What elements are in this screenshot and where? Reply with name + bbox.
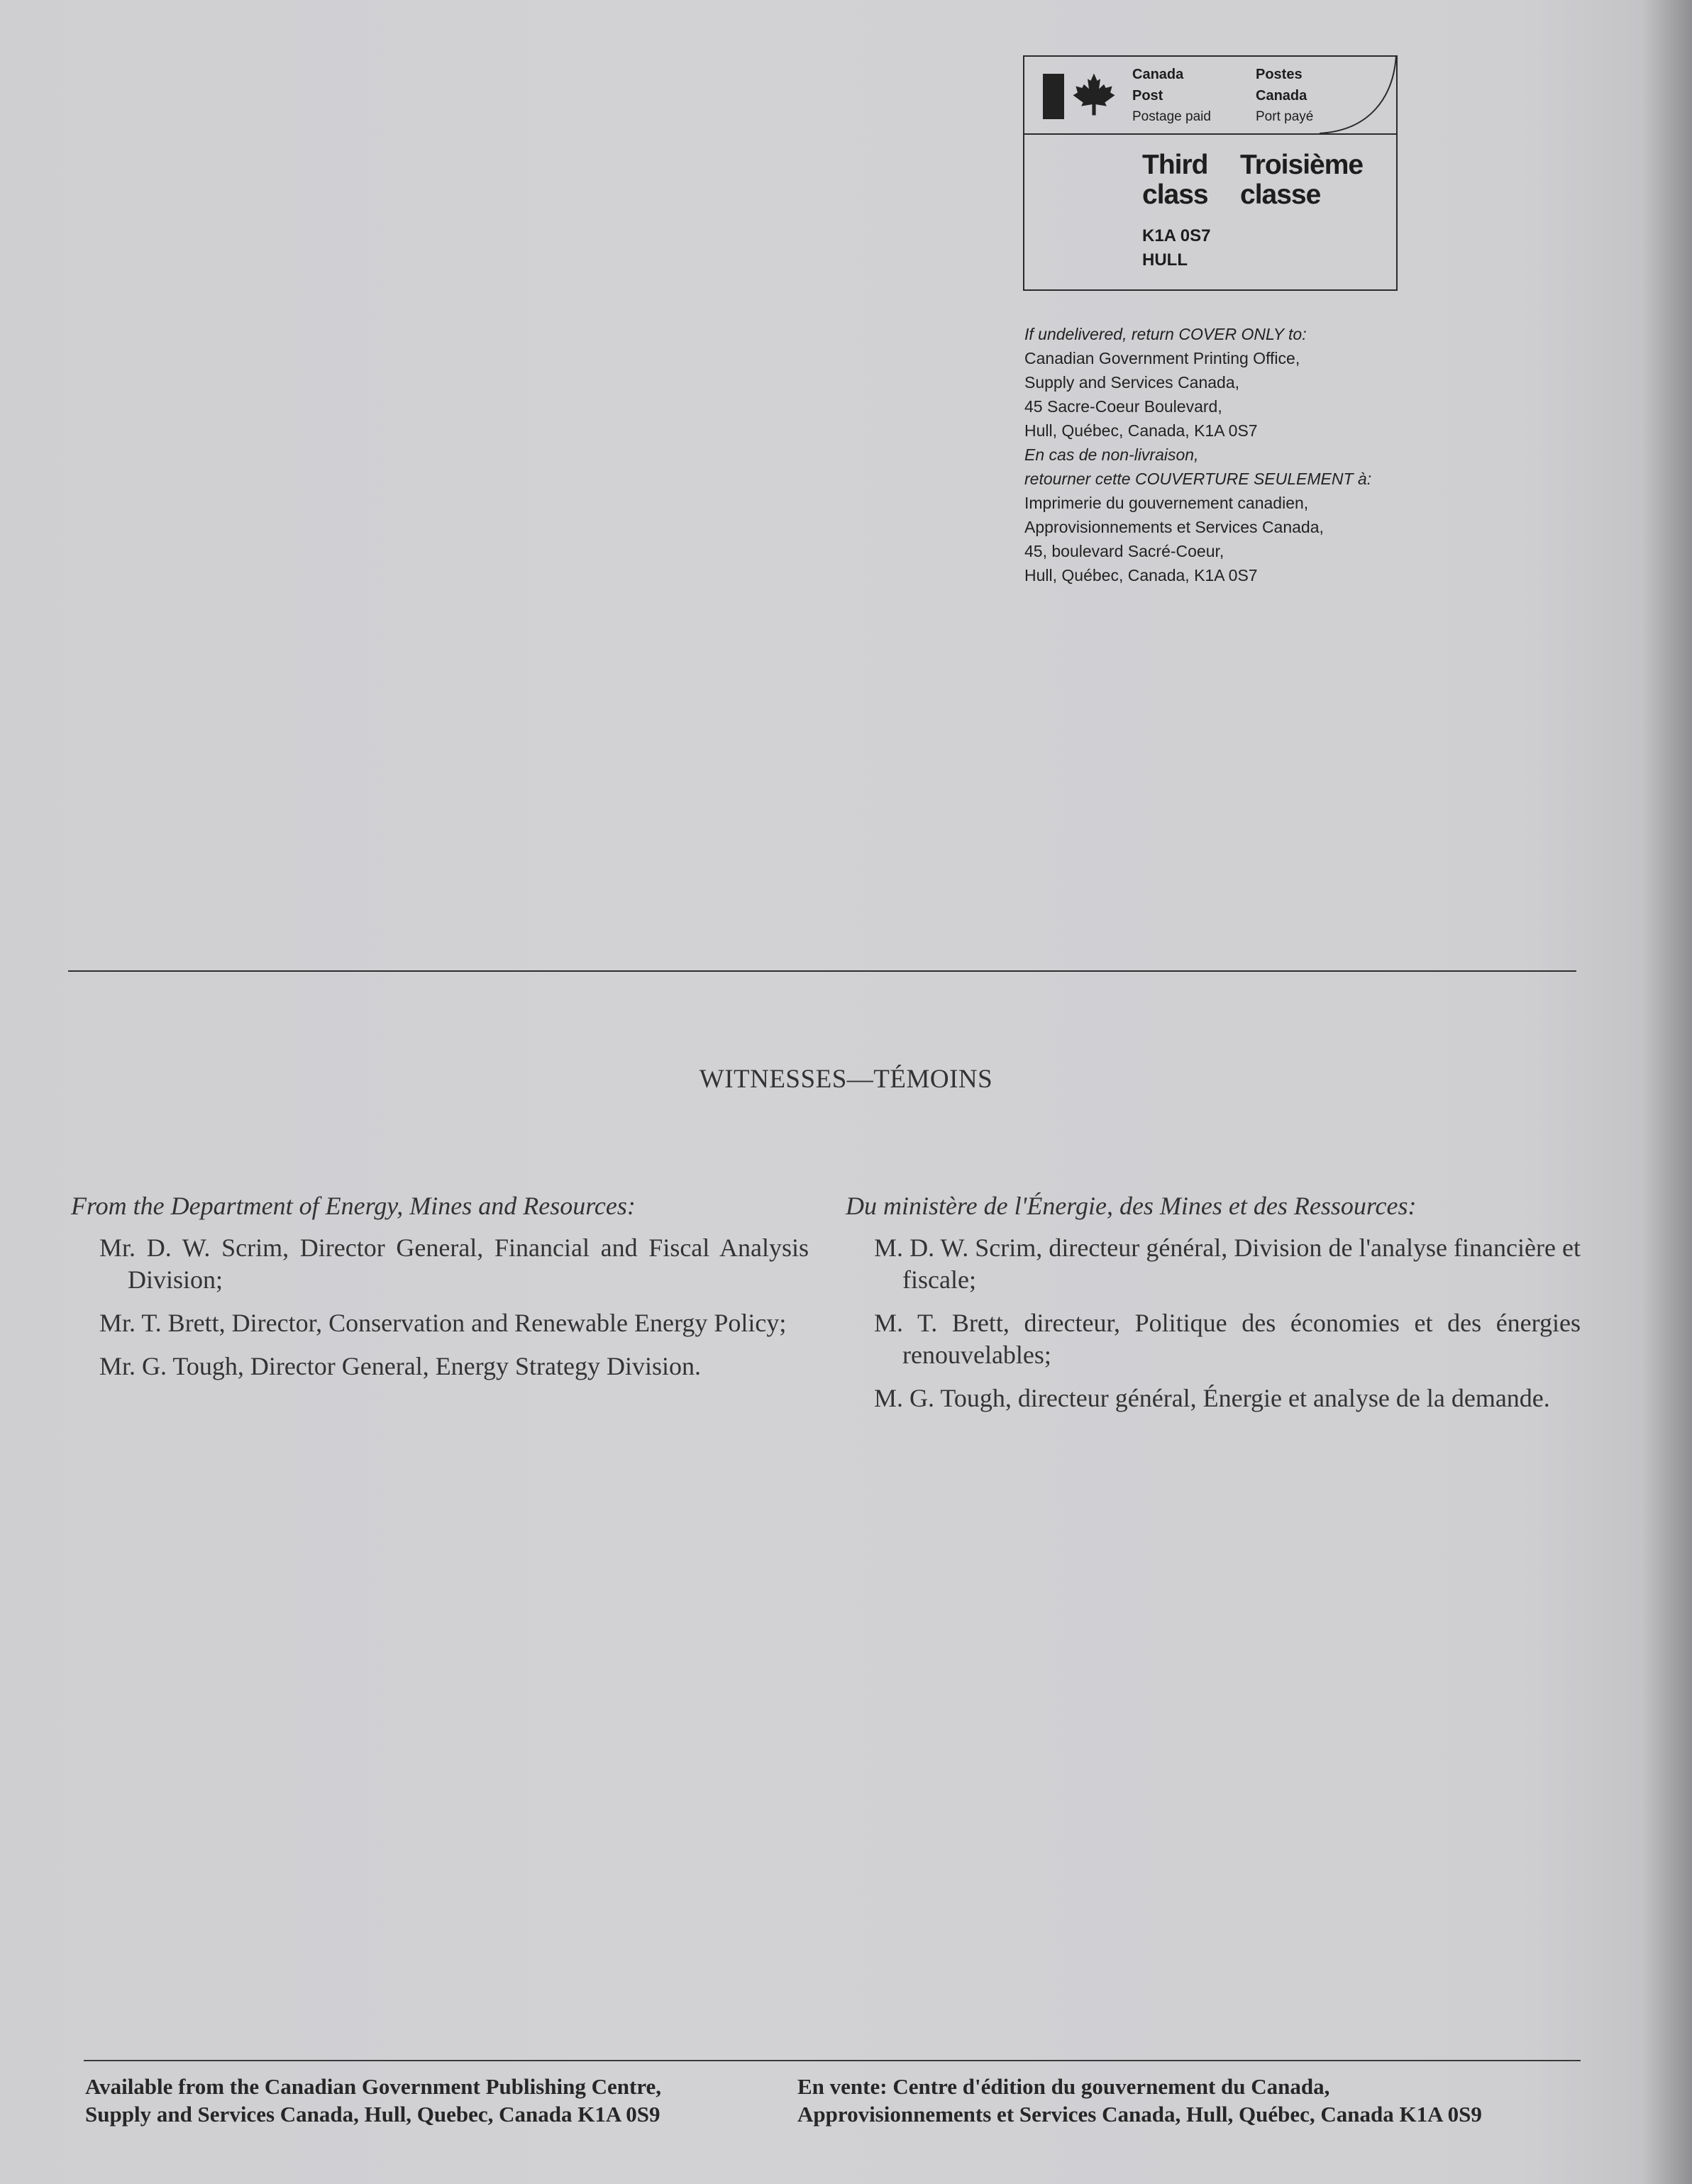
indicia-fr-line1: Postes — [1256, 67, 1303, 82]
class-en-line1: Third — [1142, 150, 1208, 180]
indicia-en-line1: Canada — [1132, 67, 1184, 82]
availability-fr-line2: Approvisionnements et Services Canada, Hull, Québec, Canada K1A 0S9 — [797, 2102, 1482, 2127]
class-en-line2: class — [1142, 179, 1208, 210]
return-fr-line: Hull, Québec, Canada, K1A 0S7 — [1024, 566, 1258, 584]
indicia-postal-code: K1A 0S7 — [1142, 226, 1211, 245]
witness-entry: M. D. W. Scrim, directeur général, Division de l'analyse financière et fiscale; — [874, 1234, 1581, 1294]
availability-en-line2: Supply and Services Canada, Hull, Quebec, Canada K1A 0S9 — [85, 2102, 660, 2127]
witness-entry: Mr. D. W. Scrim, Director General, Financial and Fiscal Analysis Division; — [99, 1234, 809, 1294]
availability-english — [85, 2073, 661, 2128]
return-address — [1024, 322, 1507, 587]
witness-entry: Mr. T. Brett, Director, Conservation and Renewable Energy Policy; — [99, 1309, 787, 1337]
availability-en-line1: Available from the Canadian Government Publishing Centre, — [85, 2074, 662, 2099]
indicia-city: HULL — [1142, 250, 1188, 270]
indicia-fr-line2: Canada — [1256, 88, 1307, 104]
return-fr-line: Approvisionnements et Services Canada, — [1024, 518, 1324, 536]
witnesses-english-column — [71, 1190, 809, 1394]
class-french — [1240, 150, 1363, 210]
witnesses-french-column — [846, 1190, 1581, 1426]
indicia-postal-block — [1142, 224, 1211, 272]
return-en-line: Supply and Services Canada, — [1024, 373, 1240, 392]
return-fr-line: 45, boulevard Sacré-Coeur, — [1024, 542, 1224, 560]
class-english — [1142, 150, 1208, 210]
return-en-line: Canadian Government Printing Office, — [1024, 349, 1300, 367]
return-fr-line: retourner cette COUVERTURE SEULEMENT à: — [1024, 470, 1372, 488]
availability-fr-line1: En vente: Centre d'édition du gouvernement du Canada, — [797, 2074, 1330, 2099]
indicia-corner-curve — [1320, 55, 1398, 135]
class-fr-line2: classe — [1240, 179, 1321, 210]
section-divider — [68, 970, 1576, 972]
return-fr-line: En cas de non-livraison, — [1024, 445, 1199, 464]
flag-bar — [1043, 74, 1064, 119]
indicia-fr-line3: Port payé — [1256, 109, 1314, 124]
availability-french — [797, 2073, 1482, 2128]
indicia-french — [1256, 64, 1313, 128]
department-header-en: From the Department of Energy, Mines and Resources: — [71, 1192, 636, 1220]
footer-divider — [84, 2060, 1581, 2061]
return-fr-line: Imprimerie du gouvernement canadien, — [1024, 494, 1309, 512]
indicia-en-line2: Post — [1132, 88, 1163, 104]
department-header-fr: Du ministère de l'Énergie, des Mines et des Ressources: — [846, 1192, 1417, 1220]
indicia-en-line3: Postage paid — [1132, 109, 1211, 124]
return-en-line: Hull, Québec, Canada, K1A 0S7 — [1024, 421, 1258, 440]
return-en-line: 45 Sacre-Coeur Boulevard, — [1024, 397, 1222, 416]
indicia-english — [1132, 64, 1211, 128]
return-en-line: If undelivered, return COVER ONLY to: — [1024, 325, 1307, 343]
postage-indicia — [1023, 55, 1398, 291]
witness-entry: M. T. Brett, directeur, Politique des économies et des énergies renouvelables; — [874, 1309, 1581, 1369]
witness-entry: Mr. G. Tough, Director General, Energy Strategy Division. — [99, 1352, 701, 1380]
maple-leaf-icon — [1071, 71, 1117, 118]
witnesses-heading: WITNESSES—TÉMOINS — [699, 1065, 993, 1094]
witness-entry: M. G. Tough, directeur général, Énergie et analyse de la demande. — [874, 1384, 1550, 1412]
class-fr-line1: Troisième — [1240, 150, 1364, 180]
